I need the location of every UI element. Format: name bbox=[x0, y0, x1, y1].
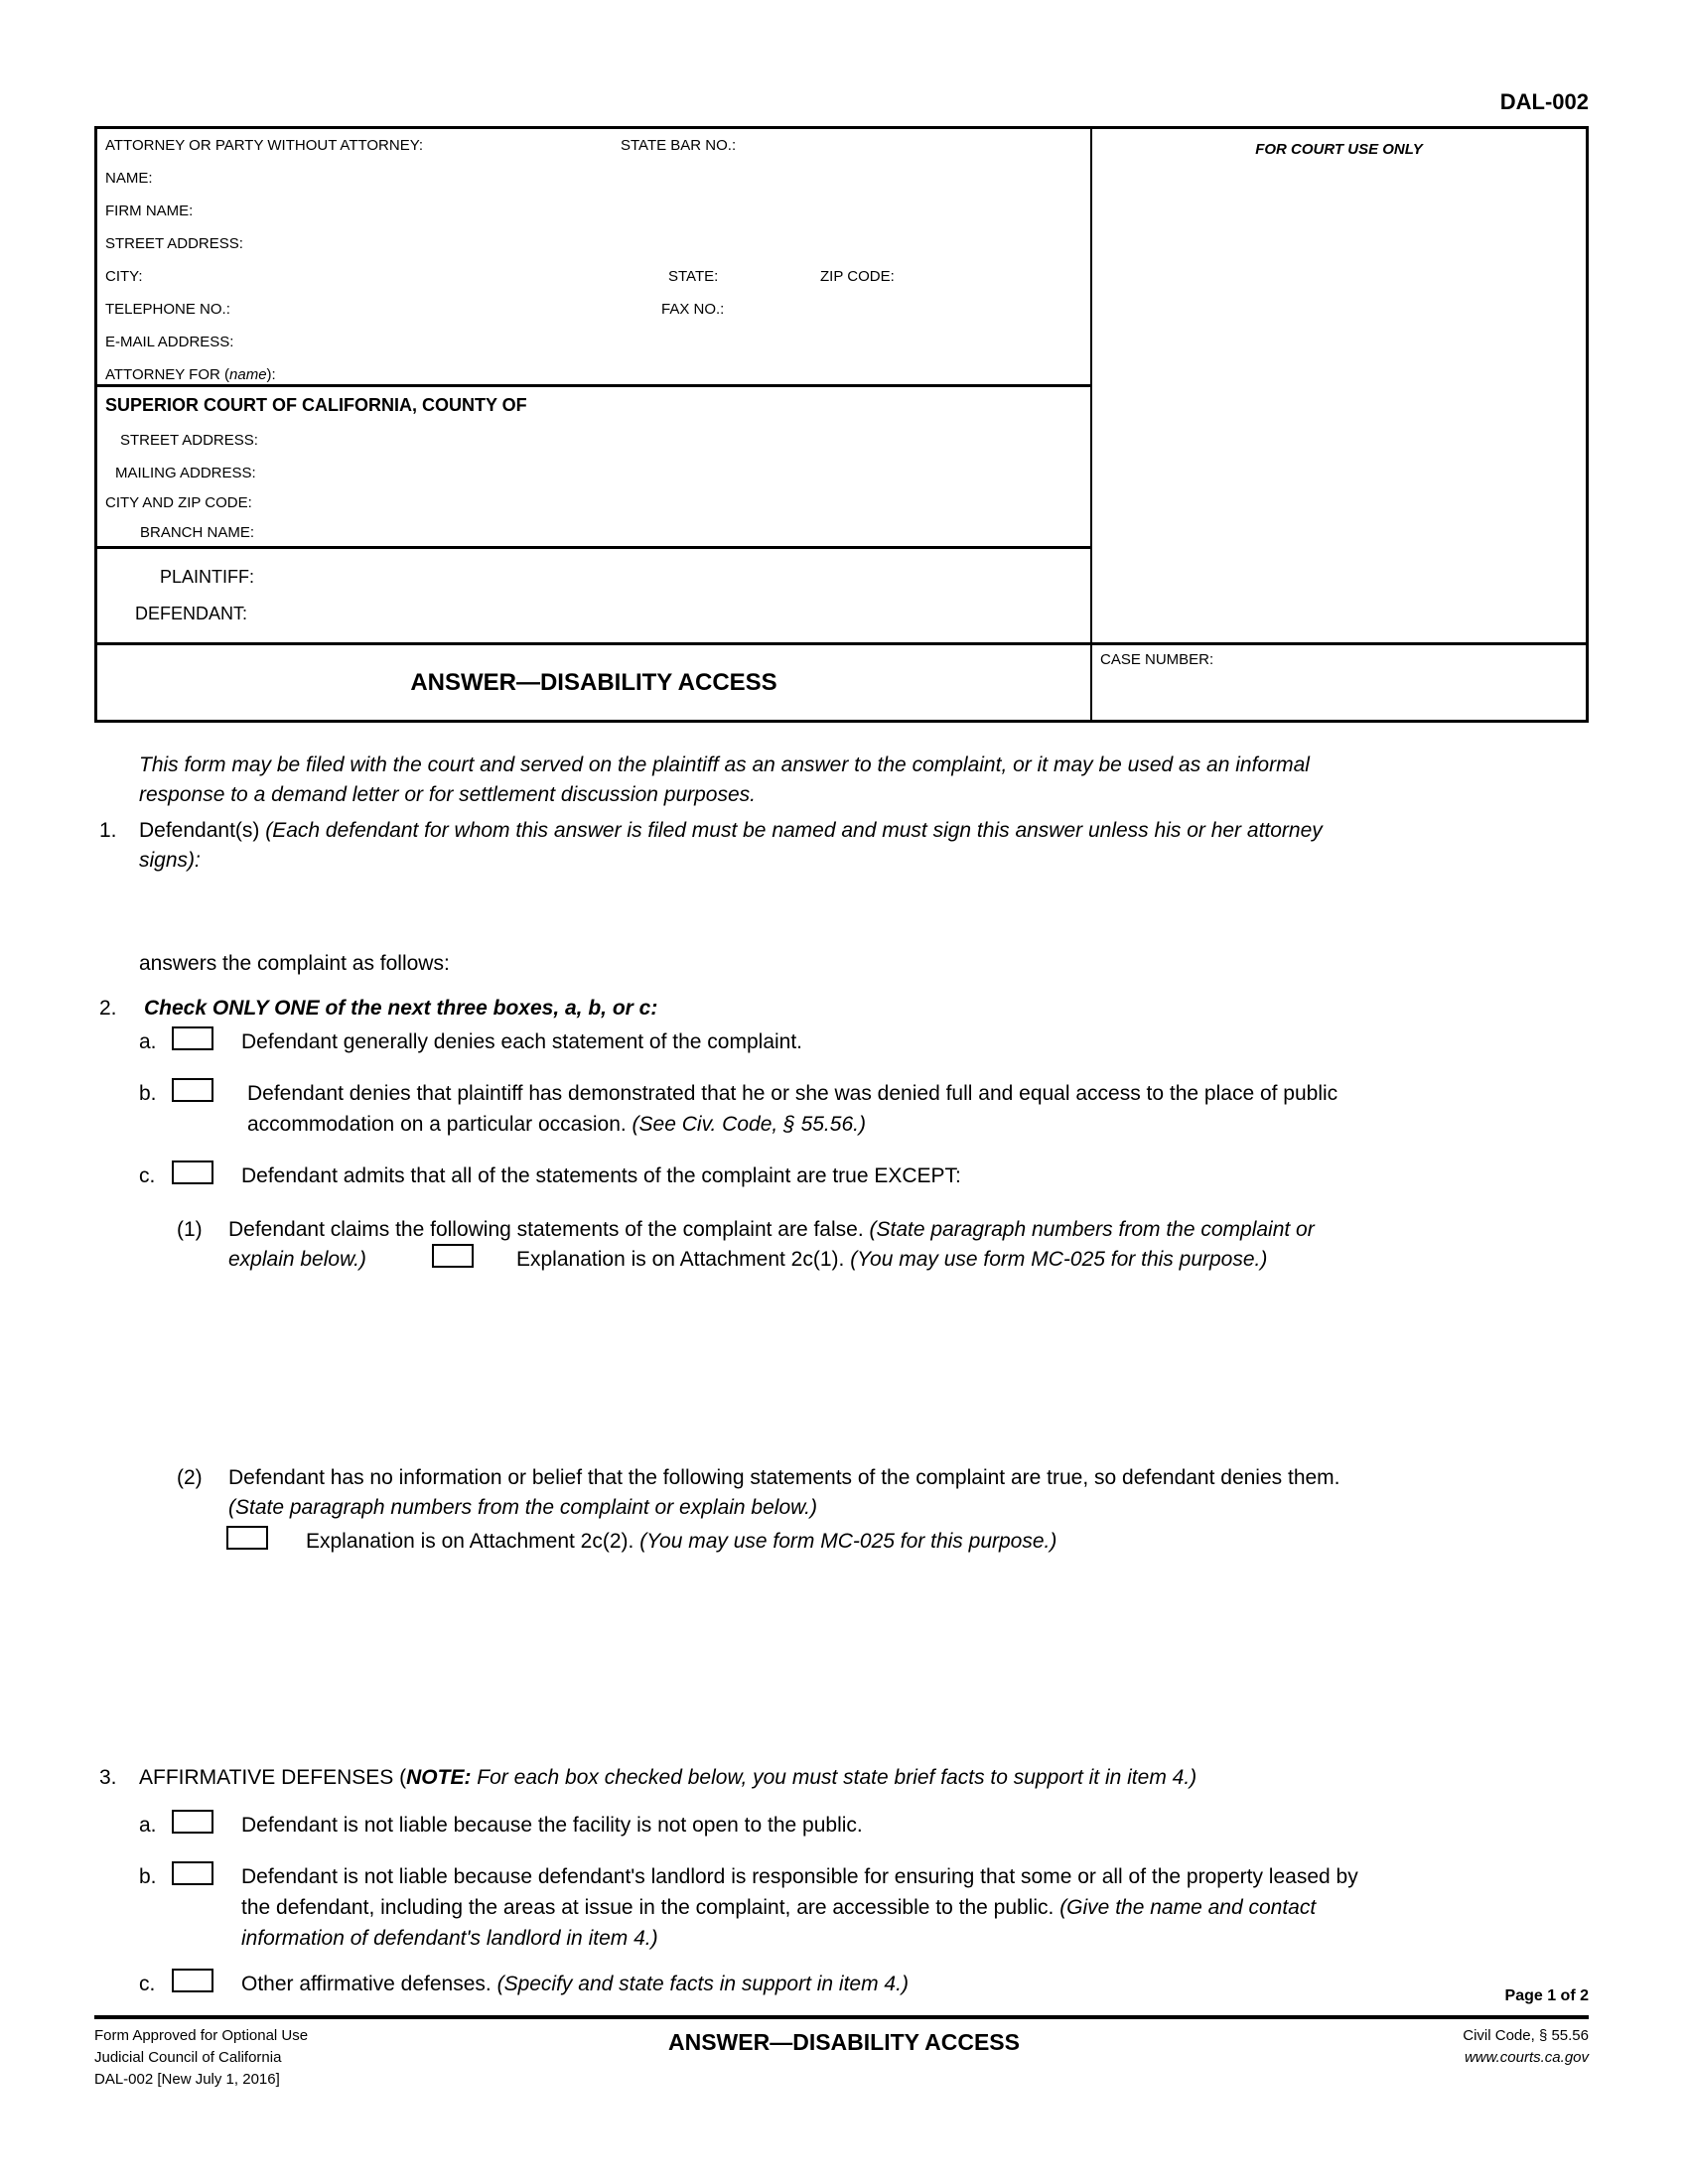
item3-heading-rest: For each box checked below, you must state brief facts to support it in item 4.) bbox=[471, 1766, 1197, 1789]
item2b-line-1: Defendant denies that plaintiff has demonstrated that he or she was denied full and equal access to the place of public bbox=[247, 1082, 1338, 1105]
attorney-for-label bbox=[105, 366, 276, 383]
form-code: DAL-002 bbox=[1499, 89, 1589, 114]
firm-name-label: FIRM NAME: bbox=[105, 203, 194, 219]
footer-form-code-date: DAL-002 [New July 1, 2016] bbox=[94, 2071, 280, 2088]
checkbox-2c2[interactable] bbox=[226, 1526, 268, 1550]
item1-note-1: (Each defendant for whom this answer is filed must be named and must sign this answer unless his or her attorney bbox=[265, 819, 1323, 842]
item2c2-line-1: Defendant has no information or belief that the following statements of the complaint are true, so defendant denies them. bbox=[228, 1466, 1340, 1489]
item3b-line-2 bbox=[241, 1895, 1316, 1921]
item2c1-explanation: Explanation is on Attachment 2c(1). bbox=[516, 1248, 851, 1271]
court-use-box bbox=[1092, 129, 1586, 645]
item2c1-line-1-note: (State paragraph numbers from the complaint or bbox=[869, 1218, 1315, 1241]
item3c-text-note: (Specify and state facts in support in item 4.) bbox=[496, 1973, 909, 1995]
defendant-label: DEFENDANT: bbox=[135, 604, 248, 623]
superior-court-title: SUPERIOR COURT OF CALIFORNIA, COUNTY OF bbox=[105, 395, 527, 415]
item3c-letter: c. bbox=[139, 1973, 156, 1995]
footer-title: ANSWER—DISABILITY ACCESS bbox=[668, 2029, 1020, 2055]
item2c2-use-note: (You may use form MC-025 for this purpose.) bbox=[639, 1530, 1057, 1553]
item3b-letter: b. bbox=[139, 1865, 157, 1888]
item2c1-line-1-text: Defendant claims the following statements of the complaint are false. bbox=[228, 1218, 870, 1241]
page-indicator: Page 1 of 2 bbox=[1504, 1987, 1589, 2004]
item3b-line-1: Defendant is not liable because defendant's landlord is responsible for ensuring that some or all of the property leased by bbox=[241, 1865, 1358, 1888]
item2b-line-2-text: accommodation on a particular occasion. bbox=[247, 1113, 633, 1136]
item1-line-1 bbox=[139, 818, 1323, 844]
item3a-letter: a. bbox=[139, 1814, 157, 1837]
form-title-box bbox=[97, 645, 1092, 720]
item3-heading-pre: AFFIRMATIVE DEFENSES ( bbox=[139, 1766, 407, 1789]
item2c-letter: c. bbox=[139, 1164, 156, 1187]
attorney-for-post: ): bbox=[266, 366, 276, 383]
checkbox-2c1[interactable] bbox=[432, 1244, 474, 1268]
court-mailing-label: MAILING ADDRESS: bbox=[115, 465, 256, 481]
checkbox-2c[interactable] bbox=[172, 1160, 213, 1184]
item2c1-use-note: (You may use form MC-025 for this purpose.) bbox=[850, 1248, 1268, 1271]
item3-heading bbox=[139, 1765, 1196, 1791]
item2-heading: Check ONLY ONE of the next three boxes, a, b, or c: bbox=[144, 997, 658, 1020]
item2c1-line-2 bbox=[516, 1247, 1267, 1273]
item1-note-2: signs): bbox=[139, 849, 201, 872]
court-city-zip-label: CITY AND ZIP CODE: bbox=[105, 494, 252, 511]
intro-line-2: response to a demand letter or for settlement discussion purposes. bbox=[139, 783, 756, 806]
item2c2-line-2-note: (State paragraph numbers from the complaint or explain below.) bbox=[228, 1496, 817, 1519]
party-block bbox=[97, 549, 1092, 645]
footer-approved-2: Judicial Council of California bbox=[94, 2049, 282, 2066]
attorney-block bbox=[97, 129, 1092, 387]
state-bar-label: STATE BAR NO.: bbox=[621, 137, 737, 154]
header-table bbox=[94, 126, 1589, 723]
state-label: STATE: bbox=[668, 268, 719, 285]
checkbox-2b[interactable] bbox=[172, 1078, 213, 1102]
item2c1-line-2-note: explain below.) bbox=[228, 1248, 366, 1271]
item2a-letter: a. bbox=[139, 1030, 157, 1053]
zip-code-label: ZIP CODE: bbox=[820, 268, 895, 285]
footer-civil-code-cite: Civil Code, § 55.56 bbox=[1463, 2027, 1589, 2044]
checkbox-3b[interactable] bbox=[172, 1861, 213, 1885]
footer-rule bbox=[94, 2015, 1589, 2019]
footer-approved-1: Form Approved for Optional Use bbox=[94, 2027, 309, 2044]
email-label: E-MAIL ADDRESS: bbox=[105, 334, 234, 350]
item2c-text: Defendant admits that all of the statements of the complaint are true EXCEPT: bbox=[241, 1164, 961, 1187]
attorney-for-name: name bbox=[229, 366, 267, 383]
item3-number: 3. bbox=[99, 1766, 117, 1789]
item1-lead: Defendant(s) bbox=[139, 819, 266, 842]
footer-courts-url[interactable]: www.courts.ca.gov bbox=[1464, 2049, 1589, 2066]
court-street-label: STREET ADDRESS: bbox=[120, 432, 258, 449]
checkbox-2a[interactable] bbox=[172, 1026, 213, 1050]
item3b-line-2-note: (Give the name and contact bbox=[1059, 1896, 1317, 1919]
item2c2-explanation: Explanation is on Attachment 2c(2). bbox=[306, 1530, 640, 1553]
item3c-text-main: Other affirmative defenses. bbox=[241, 1973, 497, 1995]
item2-number: 2. bbox=[99, 997, 117, 1020]
street-address-label: STREET ADDRESS: bbox=[105, 235, 243, 252]
city-label: CITY: bbox=[105, 268, 143, 285]
item2b-letter: b. bbox=[139, 1082, 157, 1105]
item2b-cite: (See Civ. Code, § 55.56.) bbox=[632, 1113, 866, 1136]
attorney-for-pre: ATTORNEY FOR ( bbox=[105, 366, 230, 383]
item1-answers: answers the complaint as follows: bbox=[139, 952, 450, 975]
item3-heading-note: NOTE: bbox=[406, 1766, 472, 1789]
item1-number: 1. bbox=[99, 819, 117, 842]
item3a-text: Defendant is not liable because the facility is not open to the public. bbox=[241, 1814, 863, 1837]
item3b-line-3-note: information of defendant's landlord in item 4.) bbox=[241, 1927, 658, 1950]
court-use-only-label: FOR COURT USE ONLY bbox=[1255, 141, 1423, 158]
checkbox-3a[interactable] bbox=[172, 1810, 213, 1834]
item3b-line-2-text: the defendant, including the areas at issue in the complaint, are accessible to the public. bbox=[241, 1896, 1060, 1919]
fax-label: FAX NO.: bbox=[661, 301, 725, 318]
item2a-text: Defendant generally denies each statement of the complaint. bbox=[241, 1030, 803, 1053]
form-title: ANSWER—DISABILITY ACCESS bbox=[410, 669, 777, 696]
intro-line-1: This form may be filed with the court and served on the plaintiff as an answer to the complaint, or it may be used as an informal bbox=[139, 753, 1310, 776]
item2c2-line-3 bbox=[306, 1529, 1056, 1555]
item2c1-number: (1) bbox=[177, 1218, 203, 1241]
superior-court-block bbox=[97, 387, 1092, 549]
item2c1-line-1 bbox=[228, 1217, 1315, 1243]
case-number-box bbox=[1092, 645, 1586, 720]
attorney-label: ATTORNEY OR PARTY WITHOUT ATTORNEY: bbox=[105, 137, 424, 154]
case-number-label: CASE NUMBER: bbox=[1100, 651, 1214, 668]
telephone-label: TELEPHONE NO.: bbox=[105, 301, 230, 318]
item2b-line-2 bbox=[247, 1112, 866, 1138]
item2c2-number: (2) bbox=[177, 1466, 203, 1489]
name-label: NAME: bbox=[105, 170, 153, 187]
court-branch-label: BRANCH NAME: bbox=[140, 524, 255, 541]
plaintiff-label: PLAINTIFF: bbox=[160, 567, 255, 587]
